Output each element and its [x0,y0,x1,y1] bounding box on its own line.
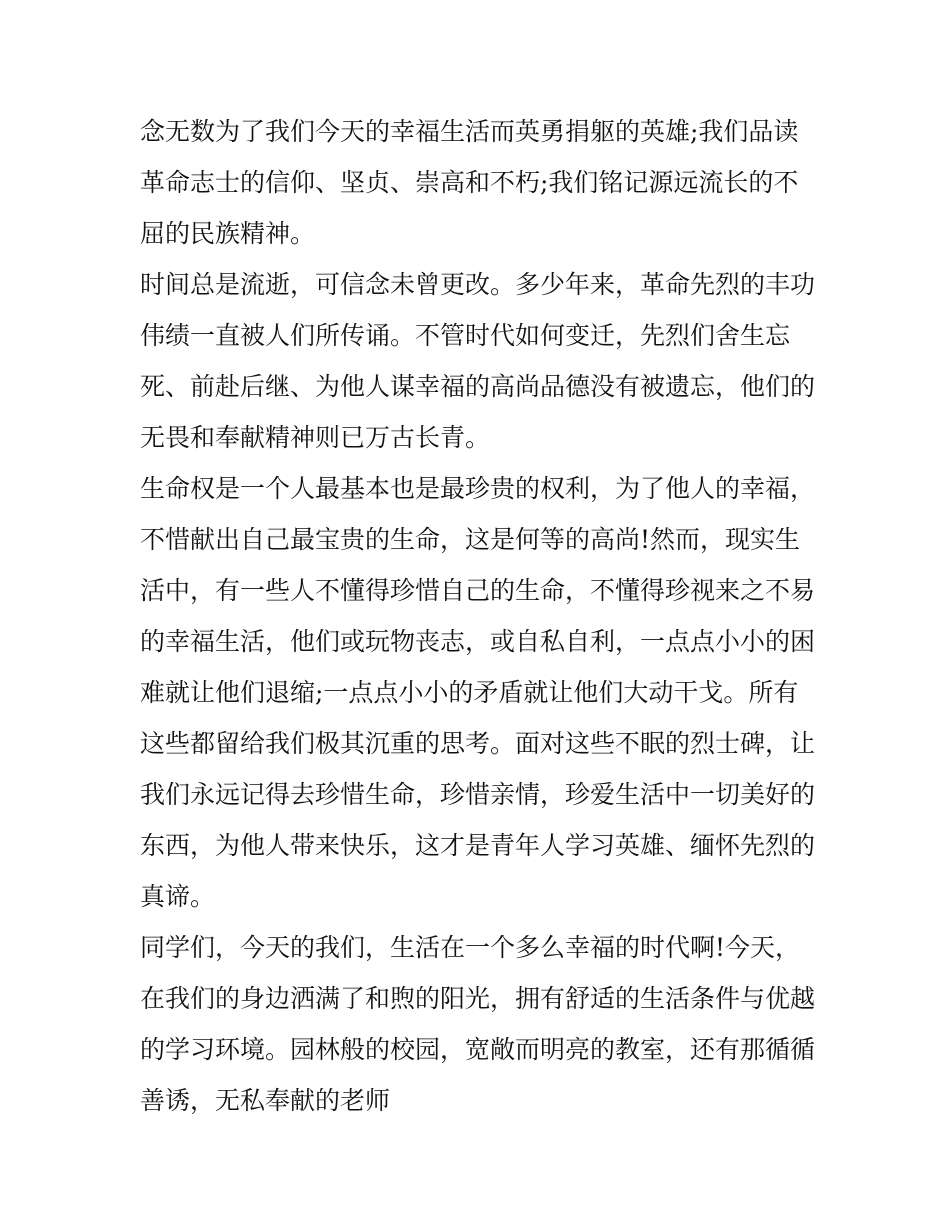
text-line: 同学们，今天的我们，生活在一个多么幸福的时代啊!今天， [140,933,801,962]
text-line: 屈的民族精神。 [140,219,316,248]
text-line: 在我们的身边洒满了和煦的阳光，拥有舒适的生活条件与优越 [140,984,816,1013]
text-line: 念无数为了我们今天的幸福生活而英勇捐躯的英雄;我们品读 [140,117,799,146]
text-line: 生命权是一个人最基本也是最珍贵的权利，为了他人的幸福， [140,474,816,503]
text-line: 的学习环境。园林般的校园，宽敞而明亮的教室，还有那循循 [140,1035,816,1064]
text-line: 真谛。 [140,882,216,911]
text-line: 难就让他们退缩;一点点小小的矛盾就让他们大动干戈。所有 [140,678,799,707]
text-line: 死、前赴后继、为他人谋幸福的高尚品德没有被遗忘，他们的 [140,372,816,401]
text-line: 革命志士的信仰、坚贞、崇高和不朽;我们铭记源远流长的不 [140,168,799,197]
paragraph-3 [140,463,816,922]
text-line: 的幸福生活，他们或玩物丧志，或自私自利，一点点小小的困 [140,627,816,656]
paragraph-2 [140,259,816,463]
document-body [140,106,816,1126]
text-line: 活中，有一些人不懂得珍惜自己的生命，不懂得珍视来之不易 [140,576,816,605]
text-line: 无畏和奉献精神则已万古长青。 [140,423,491,452]
text-line: 我们永远记得去珍惜生命，珍惜亲情，珍爱生活中一切美好的 [140,780,816,809]
text-line: 善诱，无私奉献的老师 [140,1086,391,1115]
paragraph-4 [140,922,816,1126]
text-line: 伟绩一直被人们所传诵。不管时代如何变迁，先烈们舍生忘 [140,321,791,350]
text-line: 东西，为他人带来快乐，这才是青年人学习英雄、缅怀先烈的 [140,831,816,860]
text-line: 时间总是流逝，可信念未曾更改。多少年来，革命先烈的丰功 [140,270,816,299]
text-line: 这些都留给我们极其沉重的思考。面对这些不眠的烈士碑，让 [140,729,816,758]
text-line: 不惜献出自己最宝贵的生命，这是何等的高尚!然而，现实生 [140,525,801,554]
paragraph-1 [140,106,812,259]
